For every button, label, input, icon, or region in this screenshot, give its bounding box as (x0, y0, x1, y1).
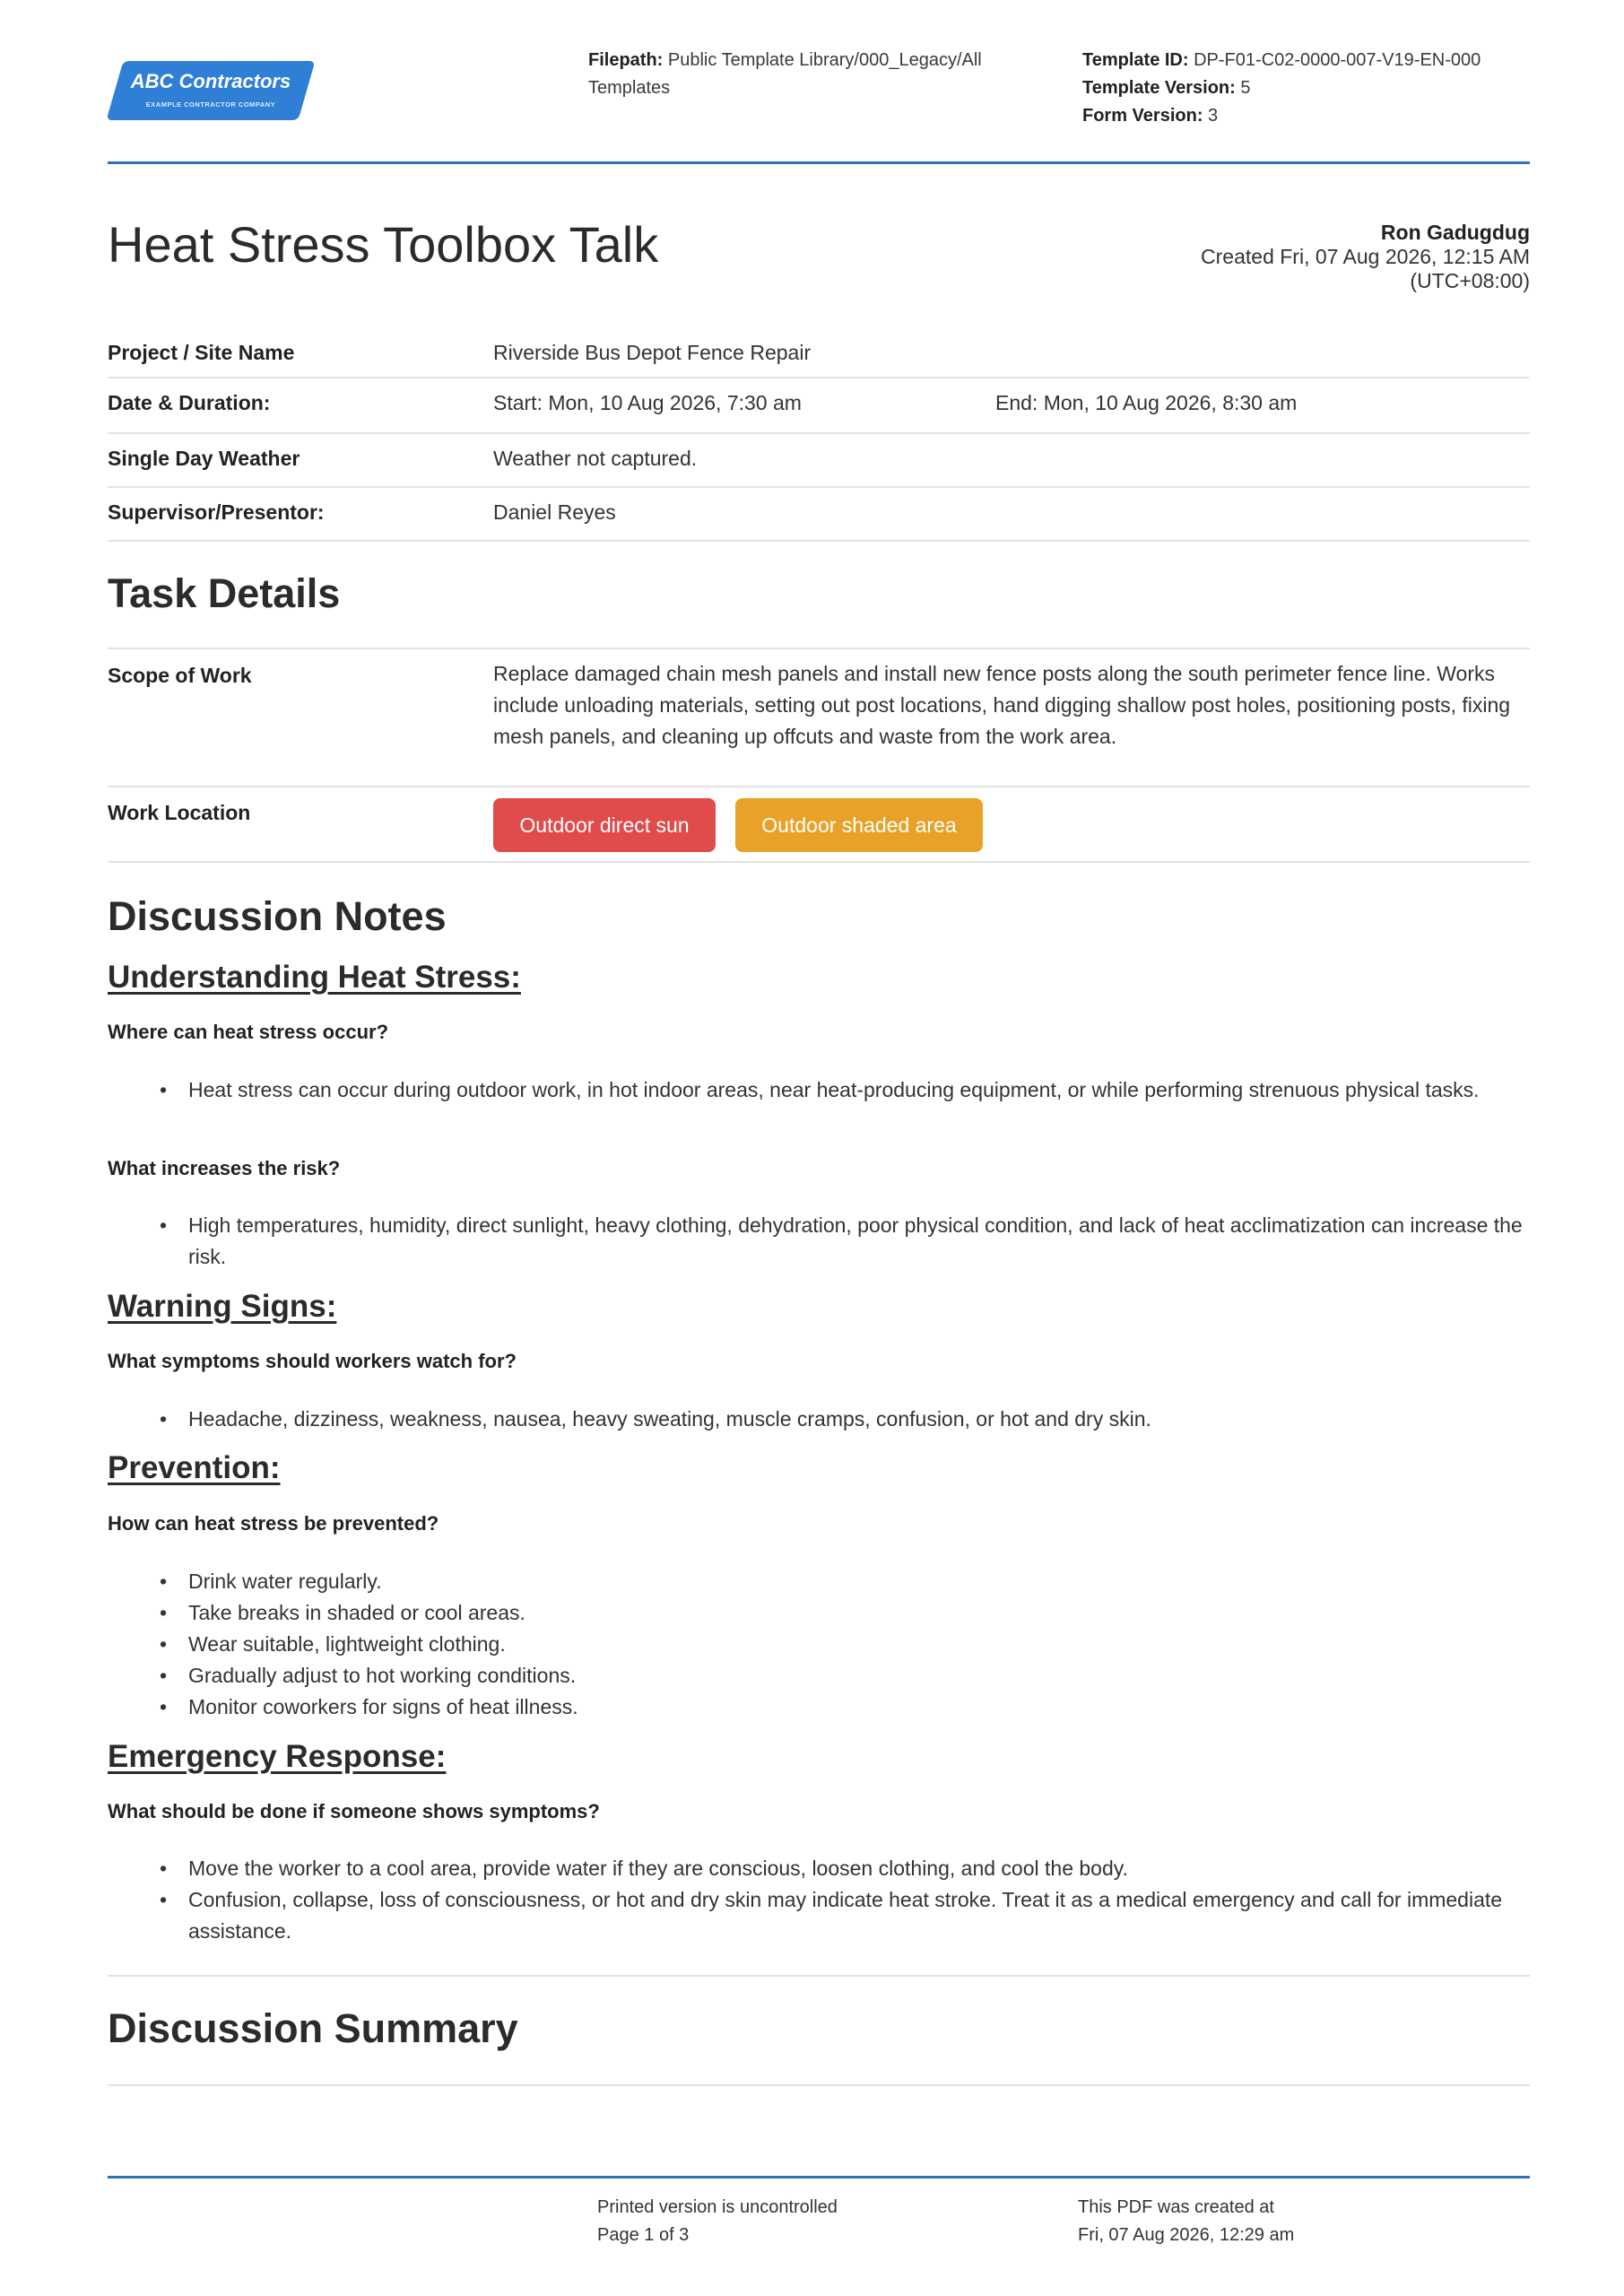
filepath-value: Public Template Library/000_Legacy/All Templates (588, 50, 982, 98)
footer-created-value: Fri, 07 Aug 2026, 12:29 am (1078, 2225, 1295, 2245)
template-id-value: DP-F01-C02-0000-007-V19-EN-000 (1194, 50, 1481, 70)
discussion-notes-heading: Discussion Notes (108, 893, 447, 939)
author-name: Ron Gadugdug (1380, 221, 1530, 244)
location-label: Work Location (108, 801, 251, 824)
scope-label: Scope of Work (108, 664, 252, 687)
task-details-heading: Task Details (108, 570, 341, 616)
question-emergency: What should be done if someone shows symptoms? (108, 1800, 600, 1822)
scope-value: Replace damaged chain mesh panels and install new fence posts along the south perimeter fence line. Works include unloading materials, setting out post locations, hand digging shallow post holes, positioning posts, fixing mesh panels, and cleaning up offcuts and waste from the work area. (493, 662, 1511, 748)
supervisor-value: Daniel Reyes (493, 500, 616, 524)
filepath-meta (588, 47, 1028, 102)
list-item: • Wear suitable, lightweight clothing. (188, 1629, 1530, 1660)
date-label: Date & Duration: (108, 391, 271, 414)
answer-list-increases-risk (188, 1210, 1530, 1273)
footer-print-info (597, 2194, 1010, 2249)
footer-divider (108, 2176, 1530, 2179)
field-row-date (108, 378, 1530, 434)
author-block (1201, 221, 1530, 293)
section-title-prevention: Prevention: (108, 1450, 281, 1485)
answer-list-prevention (188, 1566, 1530, 1723)
list-item: • Heat stress can occur during outdoor work, in hot indoor areas, near heat-producing equipment, or while performing strenuous physical tasks. (188, 1074, 1530, 1106)
weather-label: Single Day Weather (108, 447, 300, 470)
created-timezone: (UTC+08:00) (1410, 269, 1530, 292)
location-chip-shaded: Outdoor shaded area (735, 798, 983, 852)
filepath-label: Filepath: (588, 50, 664, 70)
header-divider (108, 161, 1530, 164)
template-id-line (1082, 47, 1531, 74)
logo-company-name: ABC Contractors (130, 70, 291, 92)
footer-created-info (1078, 2194, 1490, 2249)
summary-divider (108, 2084, 1530, 2086)
location-divider (108, 861, 1530, 863)
location-chip-direct-sun: Outdoor direct sun (493, 798, 716, 852)
page-title: Heat Stress Toolbox Talk (108, 216, 659, 273)
project-value: Riverside Bus Depot Fence Repair (493, 341, 812, 364)
date-start: Start: Mon, 10 Aug 2026, 7:30 am (493, 391, 802, 414)
date-end: End: Mon, 10 Aug 2026, 8:30 am (995, 391, 1298, 414)
field-row-project (108, 332, 1530, 378)
created-date: Created Fri, 07 Aug 2026, 12:15 AM (1201, 245, 1530, 268)
template-version-label: Template Version: (1082, 78, 1236, 98)
list-item: • Monitor coworkers for signs of heat illness. (188, 1692, 1530, 1723)
list-item: • Drink water regularly. (188, 1566, 1530, 1597)
list-item: • Take breaks in shaded or cool areas. (188, 1597, 1530, 1629)
list-item: • Gradually adjust to hot working conditions. (188, 1660, 1530, 1692)
discussion-divider (108, 1975, 1530, 1977)
answer-list-symptoms (188, 1404, 1530, 1435)
question-where-occur: Where can heat stress occur? (108, 1021, 389, 1043)
template-version-line (1082, 74, 1531, 102)
answer-list-where-occur (188, 1074, 1530, 1106)
form-version-label: Form Version: (1082, 106, 1203, 126)
footer-uncontrolled-note: Printed version is uncontrolled (597, 2197, 838, 2217)
project-label: Project / Site Name (108, 341, 295, 364)
field-row-weather (108, 434, 1530, 488)
supervisor-label: Supervisor/Presentor: (108, 500, 325, 524)
form-version-value: 3 (1208, 106, 1219, 126)
list-item: • Move the worker to a cool area, provide water if they are conscious, loosen clothing, and cool the body. (188, 1853, 1530, 1884)
document-header (108, 47, 1530, 163)
template-meta (1082, 47, 1531, 130)
footer-page-number: Page 1 of 3 (597, 2225, 690, 2245)
answer-list-emergency (188, 1853, 1530, 1947)
discussion-summary-heading: Discussion Summary (108, 2005, 518, 2051)
form-version-line (1082, 102, 1531, 130)
template-version-value: 5 (1240, 78, 1251, 98)
question-symptoms: What symptoms should workers watch for? (108, 1350, 517, 1372)
weather-value: Weather not captured. (493, 447, 698, 470)
scope-divider (108, 786, 1530, 787)
template-id-label: Template ID: (1082, 50, 1189, 70)
list-item: • Headache, dizziness, weakness, nausea, heavy sweating, muscle cramps, confusion, or hot and dry skin. (188, 1404, 1530, 1435)
section-title-warning-signs: Warning Signs: (108, 1289, 337, 1324)
field-row-supervisor (108, 488, 1530, 542)
question-increases-risk: What increases the risk? (108, 1157, 341, 1179)
task-details-divider (108, 648, 1530, 649)
list-item: • Confusion, collapse, loss of consciousness, or hot and dry skin may indicate heat stroke. Treat it as a medical emergency and call for immediate assistance. (188, 1884, 1530, 1947)
logo-tagline: EXAMPLE CONTRACTOR COMPANY (145, 100, 276, 109)
section-title-emergency: Emergency Response: (108, 1739, 447, 1774)
section-title-understanding: Understanding Heat Stress: (108, 960, 521, 995)
footer-created-label: This PDF was created at (1078, 2197, 1274, 2217)
question-prevention: How can heat stress be prevented? (108, 1512, 439, 1535)
company-logo (108, 61, 314, 120)
list-item: • High temperatures, humidity, direct sunlight, heavy clothing, dehydration, poor physical condition, and lack of heat acclimatization can increase the risk. (188, 1210, 1530, 1273)
